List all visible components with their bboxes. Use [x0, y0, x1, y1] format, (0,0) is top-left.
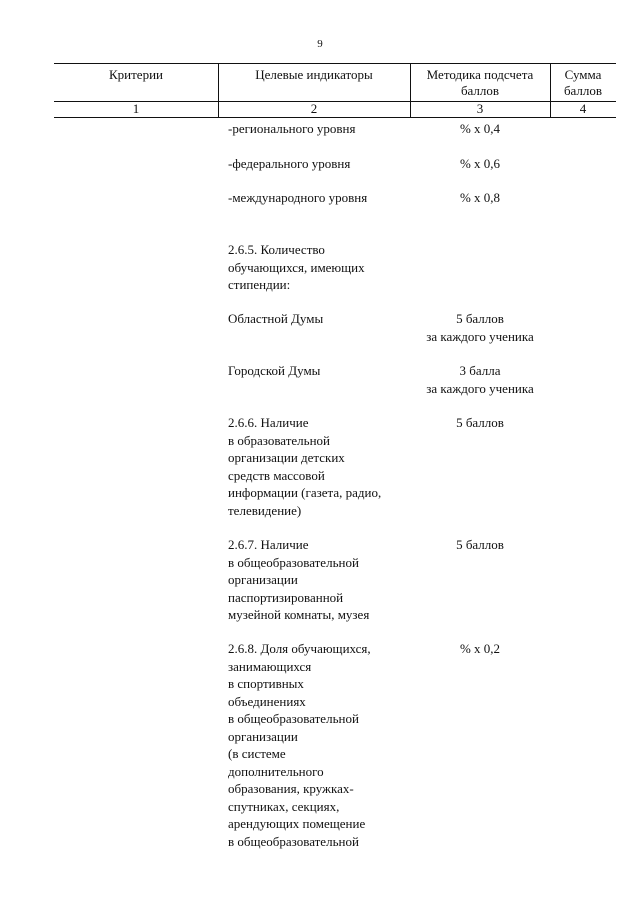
column-number-4: 4 — [579, 101, 587, 116]
header-criteria: Критерии — [109, 67, 163, 82]
method-regional: % х 0,4 — [459, 121, 501, 136]
method-city-duma: 3 балла за каждого ученика — [426, 363, 534, 396]
indicator-2-6-6: 2.6.6. Наличие в образовательной организации детских средств массовой информации (газета, радио, телевидение) — [228, 415, 382, 518]
method-oblast-duma: 5 баллов за каждого ученика — [426, 311, 534, 344]
header-score-sum: Сумма баллов — [563, 67, 603, 98]
indicator-2-6-5: 2.6.5. Количество обучающихся, имеющих стипендии: — [228, 242, 365, 292]
indicator-oblast-duma: Областной Думы — [228, 311, 324, 326]
method-federal: % х 0,6 — [459, 156, 501, 171]
column-number-1: 1 — [132, 101, 140, 116]
column-number-2: 2 — [310, 101, 318, 116]
indicator-international: -международного уровня — [228, 190, 368, 205]
header-target-indicators: Целевые индикаторы — [255, 67, 373, 82]
column-number-3: 3 — [476, 101, 484, 116]
column-numbers-divider — [54, 117, 616, 118]
page-number: 9 — [317, 38, 323, 50]
indicator-regional: -регионального уровня — [228, 121, 356, 136]
indicator-2-6-7: 2.6.7. Наличие в общеобразовательной организации паспортизированной музейной комнаты, музея — [228, 537, 370, 622]
table-top-border — [54, 63, 616, 64]
method-2-6-6: 5 баллов — [456, 415, 504, 430]
indicator-city-duma: Городской Думы — [228, 363, 321, 378]
method-2-6-7: 5 баллов — [456, 537, 504, 552]
method-international: % х 0,8 — [459, 190, 501, 205]
indicator-federal: -федерального уровня — [228, 156, 351, 171]
indicator-2-6-8: 2.6.8. Доля обучающихся, занимающихся в спортивных объединениях в общеобразовательной организации (в системе дополнительного образования, кружках- спутниках, секциях, арендующих помещение в общеобразовательной — [228, 641, 371, 849]
header-scoring-method: Методика подсчета баллов — [426, 67, 534, 98]
method-2-6-8: % х 0,2 — [459, 641, 501, 656]
